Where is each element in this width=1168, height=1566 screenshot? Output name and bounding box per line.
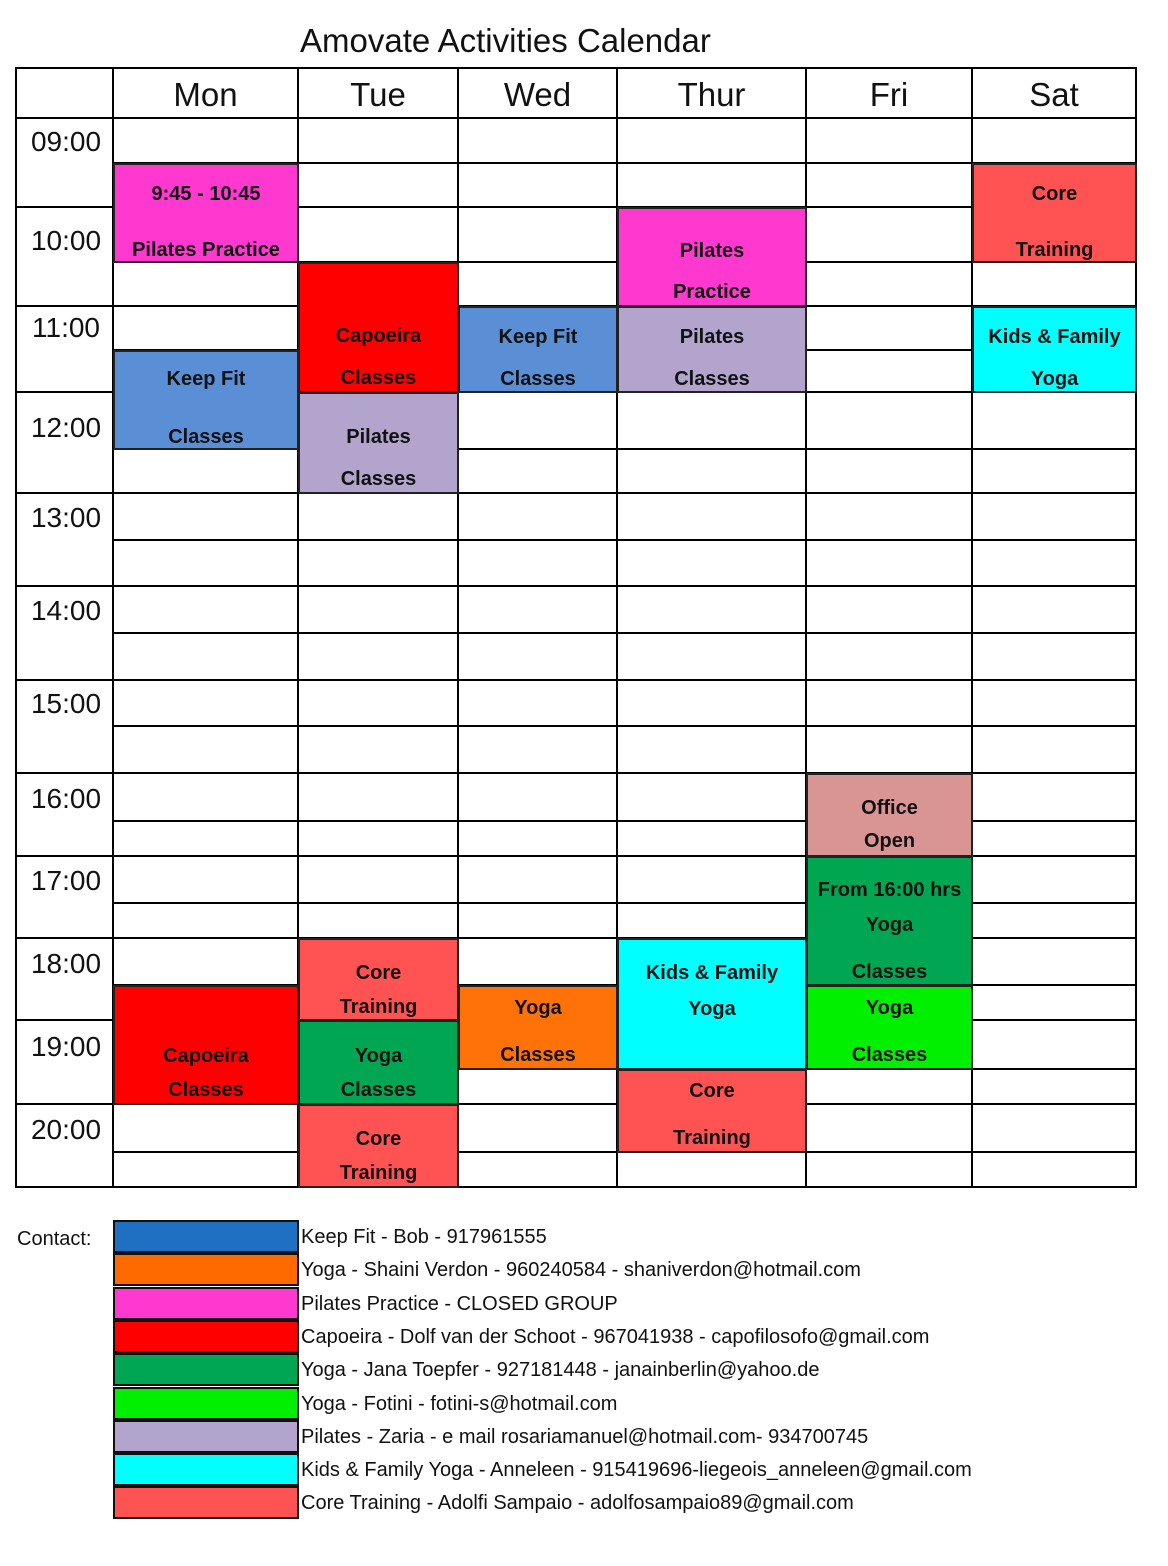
legend-entry: Kids & Family Yoga - Anneleen - 915419696-liegeois_anneleen@gmail.com xyxy=(301,1459,972,1481)
event-capoeira-classes[interactable] xyxy=(113,985,299,1105)
time-label: 19:00 xyxy=(30,1031,102,1062)
event-core-training[interactable] xyxy=(298,1104,459,1188)
day-header-mon: Mon xyxy=(173,76,238,113)
event-label: Classes xyxy=(340,468,417,490)
event-label: Yoga xyxy=(865,997,914,1019)
grid-col-line xyxy=(15,67,17,1188)
event-label: Yoga xyxy=(514,997,562,1019)
day-header-wed: Wed xyxy=(503,76,572,113)
page-title: Amovate Activities Calendar xyxy=(300,22,711,59)
legend-entry: Yoga - Shaini Verdon - 960240584 - shaniverdon@hotmail.com xyxy=(301,1259,861,1281)
event-label: Capoeira xyxy=(163,1045,249,1067)
legend-entry: Pilates Practice - CLOSED GROUP xyxy=(301,1293,618,1315)
time-label: 15:00 xyxy=(30,688,102,719)
event-label: Core xyxy=(689,1080,735,1102)
grid-row-line xyxy=(113,820,1137,822)
event-kids-family-yoga[interactable] xyxy=(617,938,807,1070)
legend-entry: Pilates - Zaria - e mail rosariamanuel@hotmail.com- 934700745 xyxy=(301,1426,869,1448)
time-label: 16:00 xyxy=(30,783,102,814)
event-yoga-classes[interactable] xyxy=(298,1020,459,1105)
event-label: Yoga xyxy=(688,998,736,1020)
event-label: Classes xyxy=(168,426,244,448)
event-pilates-classes[interactable] xyxy=(298,392,459,494)
event-core-training[interactable] xyxy=(972,163,1137,263)
legend-swatch xyxy=(113,1420,299,1453)
day-header-sat: Sat xyxy=(1029,76,1079,113)
legend-swatch xyxy=(113,1353,299,1386)
grid-row-line xyxy=(16,1186,1137,1188)
event-core-training[interactable] xyxy=(617,1069,807,1153)
event-label: Pilates Practice xyxy=(132,239,280,261)
event-label: Pilates xyxy=(679,326,745,348)
event-label: Pilates xyxy=(346,426,411,448)
event-label: Kids & Family xyxy=(645,962,779,984)
event-label: Classes xyxy=(500,368,576,390)
event-pilates-practice[interactable] xyxy=(617,207,807,307)
event-label: Classes xyxy=(168,1079,244,1101)
event-yoga-classes[interactable] xyxy=(458,985,618,1070)
event-yoga-classes[interactable] xyxy=(806,985,973,1070)
event-keep-fit-classes[interactable] xyxy=(113,350,299,450)
time-label: 10:00 xyxy=(30,225,102,256)
grid-row-line xyxy=(113,539,1137,541)
event-label: Classes xyxy=(340,367,417,389)
day-header-fri: Fri xyxy=(869,76,909,113)
event-label: Classes xyxy=(851,961,928,983)
grid-row-line xyxy=(16,679,1137,681)
event-label: Core xyxy=(355,1128,402,1150)
event-label: Training xyxy=(339,1162,418,1184)
event-9-45-10-45-pilates-practice[interactable] xyxy=(113,163,299,263)
grid-row-line xyxy=(16,585,1137,587)
event-label: 9:45 - 10:45 xyxy=(151,183,261,205)
event-office-open[interactable] xyxy=(806,773,973,857)
time-label: 17:00 xyxy=(30,865,102,896)
time-label: 11:00 xyxy=(32,312,100,343)
day-header-thur: Thur xyxy=(677,76,746,113)
legend-swatch xyxy=(113,1486,299,1519)
event-label: Open xyxy=(863,830,916,852)
event-label: Classes xyxy=(340,1079,417,1101)
time-label: 14:00 xyxy=(30,595,102,626)
legend-swatch xyxy=(113,1220,299,1253)
time-label: 20:00 xyxy=(30,1114,102,1145)
event-label: Classes xyxy=(500,1044,576,1066)
event-from-16-00-hrs-yoga-classes[interactable] xyxy=(806,856,973,986)
legend-entry: Yoga - Jana Toepfer - 927181448 - janainberlin@yahoo.de xyxy=(301,1359,820,1381)
event-label: Keep Fit xyxy=(498,326,578,348)
legend-swatch xyxy=(113,1453,299,1486)
event-core-training[interactable] xyxy=(298,938,459,1021)
grid-row-line xyxy=(113,902,1137,904)
grid-row-line xyxy=(16,67,1137,69)
event-label: Training xyxy=(673,1127,751,1149)
legend-swatch xyxy=(113,1287,299,1320)
event-keep-fit-classes[interactable] xyxy=(458,306,618,393)
event-label: Keep Fit xyxy=(166,368,246,390)
legend-entry: Keep Fit - Bob - 917961555 xyxy=(301,1226,547,1248)
event-capoeira-classes[interactable] xyxy=(298,262,459,393)
event-label: Yoga xyxy=(865,914,914,936)
grid-row-line xyxy=(113,632,1137,634)
event-label: Yoga xyxy=(1030,368,1079,390)
event-label: Classes xyxy=(674,368,750,390)
grid-row-line xyxy=(113,725,1137,727)
event-label: From 16:00 hrs xyxy=(817,879,962,901)
time-label: 13:00 xyxy=(30,502,102,533)
event-label: Classes xyxy=(851,1044,928,1066)
event-label: Core xyxy=(1031,183,1078,205)
event-label: Core xyxy=(355,962,402,984)
legend-entry: Core Training - Adolfi Sampaio - adolfosampaio89@gmail.com xyxy=(301,1492,854,1514)
grid-row-line xyxy=(16,492,1137,494)
time-label: 12:00 xyxy=(30,412,102,443)
day-header-tue: Tue xyxy=(350,76,406,113)
legend-entry: Yoga - Fotini - fotini-s@hotmail.com xyxy=(301,1393,618,1415)
legend-swatch xyxy=(113,1253,299,1286)
event-label: Pilates xyxy=(679,240,745,262)
event-pilates-classes[interactable] xyxy=(617,306,807,393)
time-label: 09:00 xyxy=(30,126,102,157)
event-kids-family-yoga[interactable] xyxy=(972,306,1137,393)
event-label: Training xyxy=(1015,239,1094,261)
event-label: Kids & Family xyxy=(988,326,1121,348)
event-label: Training xyxy=(339,996,418,1018)
legend-swatch xyxy=(113,1320,299,1353)
event-label: Practice xyxy=(673,281,751,303)
event-label: Office xyxy=(861,797,918,819)
legend-swatch xyxy=(113,1387,299,1420)
event-label: Yoga xyxy=(354,1045,403,1067)
event-label: Capoeira xyxy=(335,325,422,347)
time-label: 18:00 xyxy=(30,948,102,979)
legend-entry: Capoeira - Dolf van der Schoot - 967041938 - capofilosofo@gmail.com xyxy=(301,1326,930,1348)
contact-label: Contact: xyxy=(17,1228,92,1250)
